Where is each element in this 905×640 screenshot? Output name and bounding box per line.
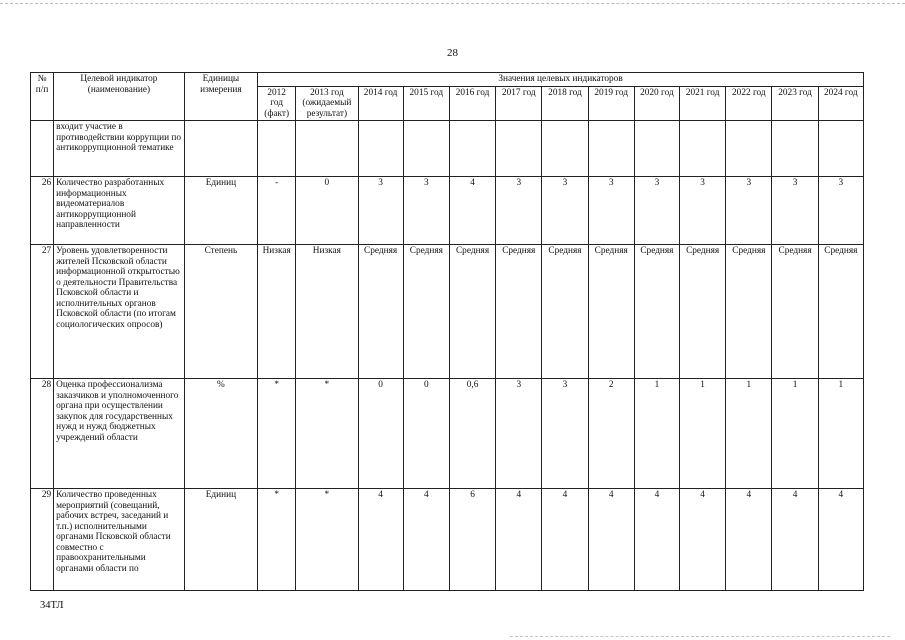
header-year: 2018 год: [542, 86, 588, 121]
value-cell: 4: [680, 489, 726, 591]
value-cell: 3: [496, 379, 542, 489]
table-row: [31, 245, 864, 379]
indicator-name: Количество разработанных информационных видеоматериалов антикоррупционной направленности: [54, 177, 185, 245]
unit-cell: Единиц: [184, 489, 257, 591]
value-cell: 1: [680, 379, 726, 489]
value-cell: *: [258, 379, 296, 489]
value-cell: 1: [634, 379, 679, 489]
header-year: 2023 год: [772, 86, 818, 121]
value-cell: Средняя: [588, 245, 634, 379]
value-cell: 3: [542, 379, 588, 489]
value-cell: *: [296, 489, 358, 591]
table-row: [31, 177, 864, 245]
header-year: 2024 год: [818, 86, 863, 121]
row-number: 27: [31, 245, 54, 379]
value-cell: *: [258, 489, 296, 591]
value-cell: 0: [296, 177, 358, 245]
value-cell: 4: [542, 489, 588, 591]
value-cell: [542, 121, 588, 177]
value-cell: 3: [588, 177, 634, 245]
indicator-name: Количество проведенных мероприятий (совещаний, рабочих встреч, заседаний и т.п.) исполнительными органами Псковской области совместно с правоохранительными органами области по: [54, 489, 185, 591]
value-cell: Средняя: [634, 245, 679, 379]
header-year: 2021 год: [680, 86, 726, 121]
value-cell: [403, 121, 449, 177]
value-cell: 4: [403, 489, 449, 591]
value-cell: [449, 121, 495, 177]
value-cell: 4: [449, 177, 495, 245]
table-header: [31, 73, 864, 121]
value-cell: [634, 121, 679, 177]
value-cell: 1: [818, 379, 863, 489]
value-cell: [818, 121, 863, 177]
value-cell: 3: [726, 177, 772, 245]
value-cell: 4: [634, 489, 679, 591]
header-year: 2013 год (ожидаемый результат): [296, 86, 358, 121]
row-number: 29: [31, 489, 54, 591]
table-row: [31, 489, 864, 591]
indicator-name: входит участие в противодействии коррупции по антикоррупционной тематике: [54, 121, 185, 177]
value-cell: 1: [726, 379, 772, 489]
header-year: 2016 год: [449, 86, 495, 121]
value-cell: 4: [496, 489, 542, 591]
header-row-1: [31, 73, 864, 87]
value-cell: 3: [680, 177, 726, 245]
value-cell: Средняя: [449, 245, 495, 379]
table-body: [31, 121, 864, 591]
value-cell: 4: [772, 489, 818, 591]
table-row: [31, 379, 864, 489]
value-cell: [588, 121, 634, 177]
indicator-name: Оценка профессионализма заказчиков и уполномоченного органа при осуществлении закупок для государственных нужд и нужд бюджетных учреждений области: [54, 379, 185, 489]
value-cell: Средняя: [772, 245, 818, 379]
value-cell: [496, 121, 542, 177]
header-year: 2017 год: [496, 86, 542, 121]
value-cell: 1: [772, 379, 818, 489]
value-cell: *: [296, 379, 358, 489]
header-year: 2014 год: [358, 86, 403, 121]
value-cell: Средняя: [726, 245, 772, 379]
row-number: 26: [31, 177, 54, 245]
value-cell: 4: [726, 489, 772, 591]
unit-cell: Степень: [184, 245, 257, 379]
value-cell: 4: [588, 489, 634, 591]
value-cell: [358, 121, 403, 177]
header-year: 2020 год: [634, 86, 679, 121]
value-cell: 3: [496, 177, 542, 245]
table-row: [31, 121, 864, 177]
scan-edge-bottom: [510, 636, 890, 637]
header-unit: Единицы измерения: [184, 73, 257, 121]
header-values-group: Значения целевых индикаторов: [258, 73, 864, 87]
value-cell: 6: [449, 489, 495, 591]
header-year: 2022 год: [726, 86, 772, 121]
value-cell: [258, 121, 296, 177]
value-cell: 0,6: [449, 379, 495, 489]
value-cell: 3: [772, 177, 818, 245]
value-cell: Средняя: [680, 245, 726, 379]
value-cell: [726, 121, 772, 177]
value-cell: 4: [358, 489, 403, 591]
footer-code: 34ТЛ: [40, 600, 64, 611]
value-cell: Низкая: [296, 245, 358, 379]
value-cell: Средняя: [496, 245, 542, 379]
value-cell: 3: [403, 177, 449, 245]
value-cell: 3: [634, 177, 679, 245]
header-name: Целевой индикатор (наименование): [54, 73, 185, 121]
value-cell: [680, 121, 726, 177]
value-cell: 3: [358, 177, 403, 245]
header-year: 2019 год: [588, 86, 634, 121]
value-cell: Низкая: [258, 245, 296, 379]
row-number: 28: [31, 379, 54, 489]
unit-cell: %: [184, 379, 257, 489]
target-indicators-table: [30, 72, 864, 591]
value-cell: 3: [818, 177, 863, 245]
value-cell: [772, 121, 818, 177]
row-number: [31, 121, 54, 177]
value-cell: Средняя: [358, 245, 403, 379]
unit-cell: [184, 121, 257, 177]
value-cell: 3: [542, 177, 588, 245]
value-cell: [296, 121, 358, 177]
value-cell: -: [258, 177, 296, 245]
header-year: 2012 год (факт): [258, 86, 296, 121]
value-cell: 0: [403, 379, 449, 489]
header-num: № п/п: [31, 73, 54, 121]
value-cell: 4: [818, 489, 863, 591]
header-year: 2015 год: [403, 86, 449, 121]
value-cell: Средняя: [403, 245, 449, 379]
value-cell: 2: [588, 379, 634, 489]
scan-edge-top: [0, 3, 905, 4]
value-cell: Средняя: [818, 245, 863, 379]
indicator-name: Уровень удовлетворенности жителей Псковской области информационной открытостью о деятельности Правительства Псковской области и исполнительных органов Псковской области (по итогам социологических опросов): [54, 245, 185, 379]
unit-cell: Единиц: [184, 177, 257, 245]
value-cell: 0: [358, 379, 403, 489]
page-number: 28: [447, 47, 458, 59]
value-cell: Средняя: [542, 245, 588, 379]
